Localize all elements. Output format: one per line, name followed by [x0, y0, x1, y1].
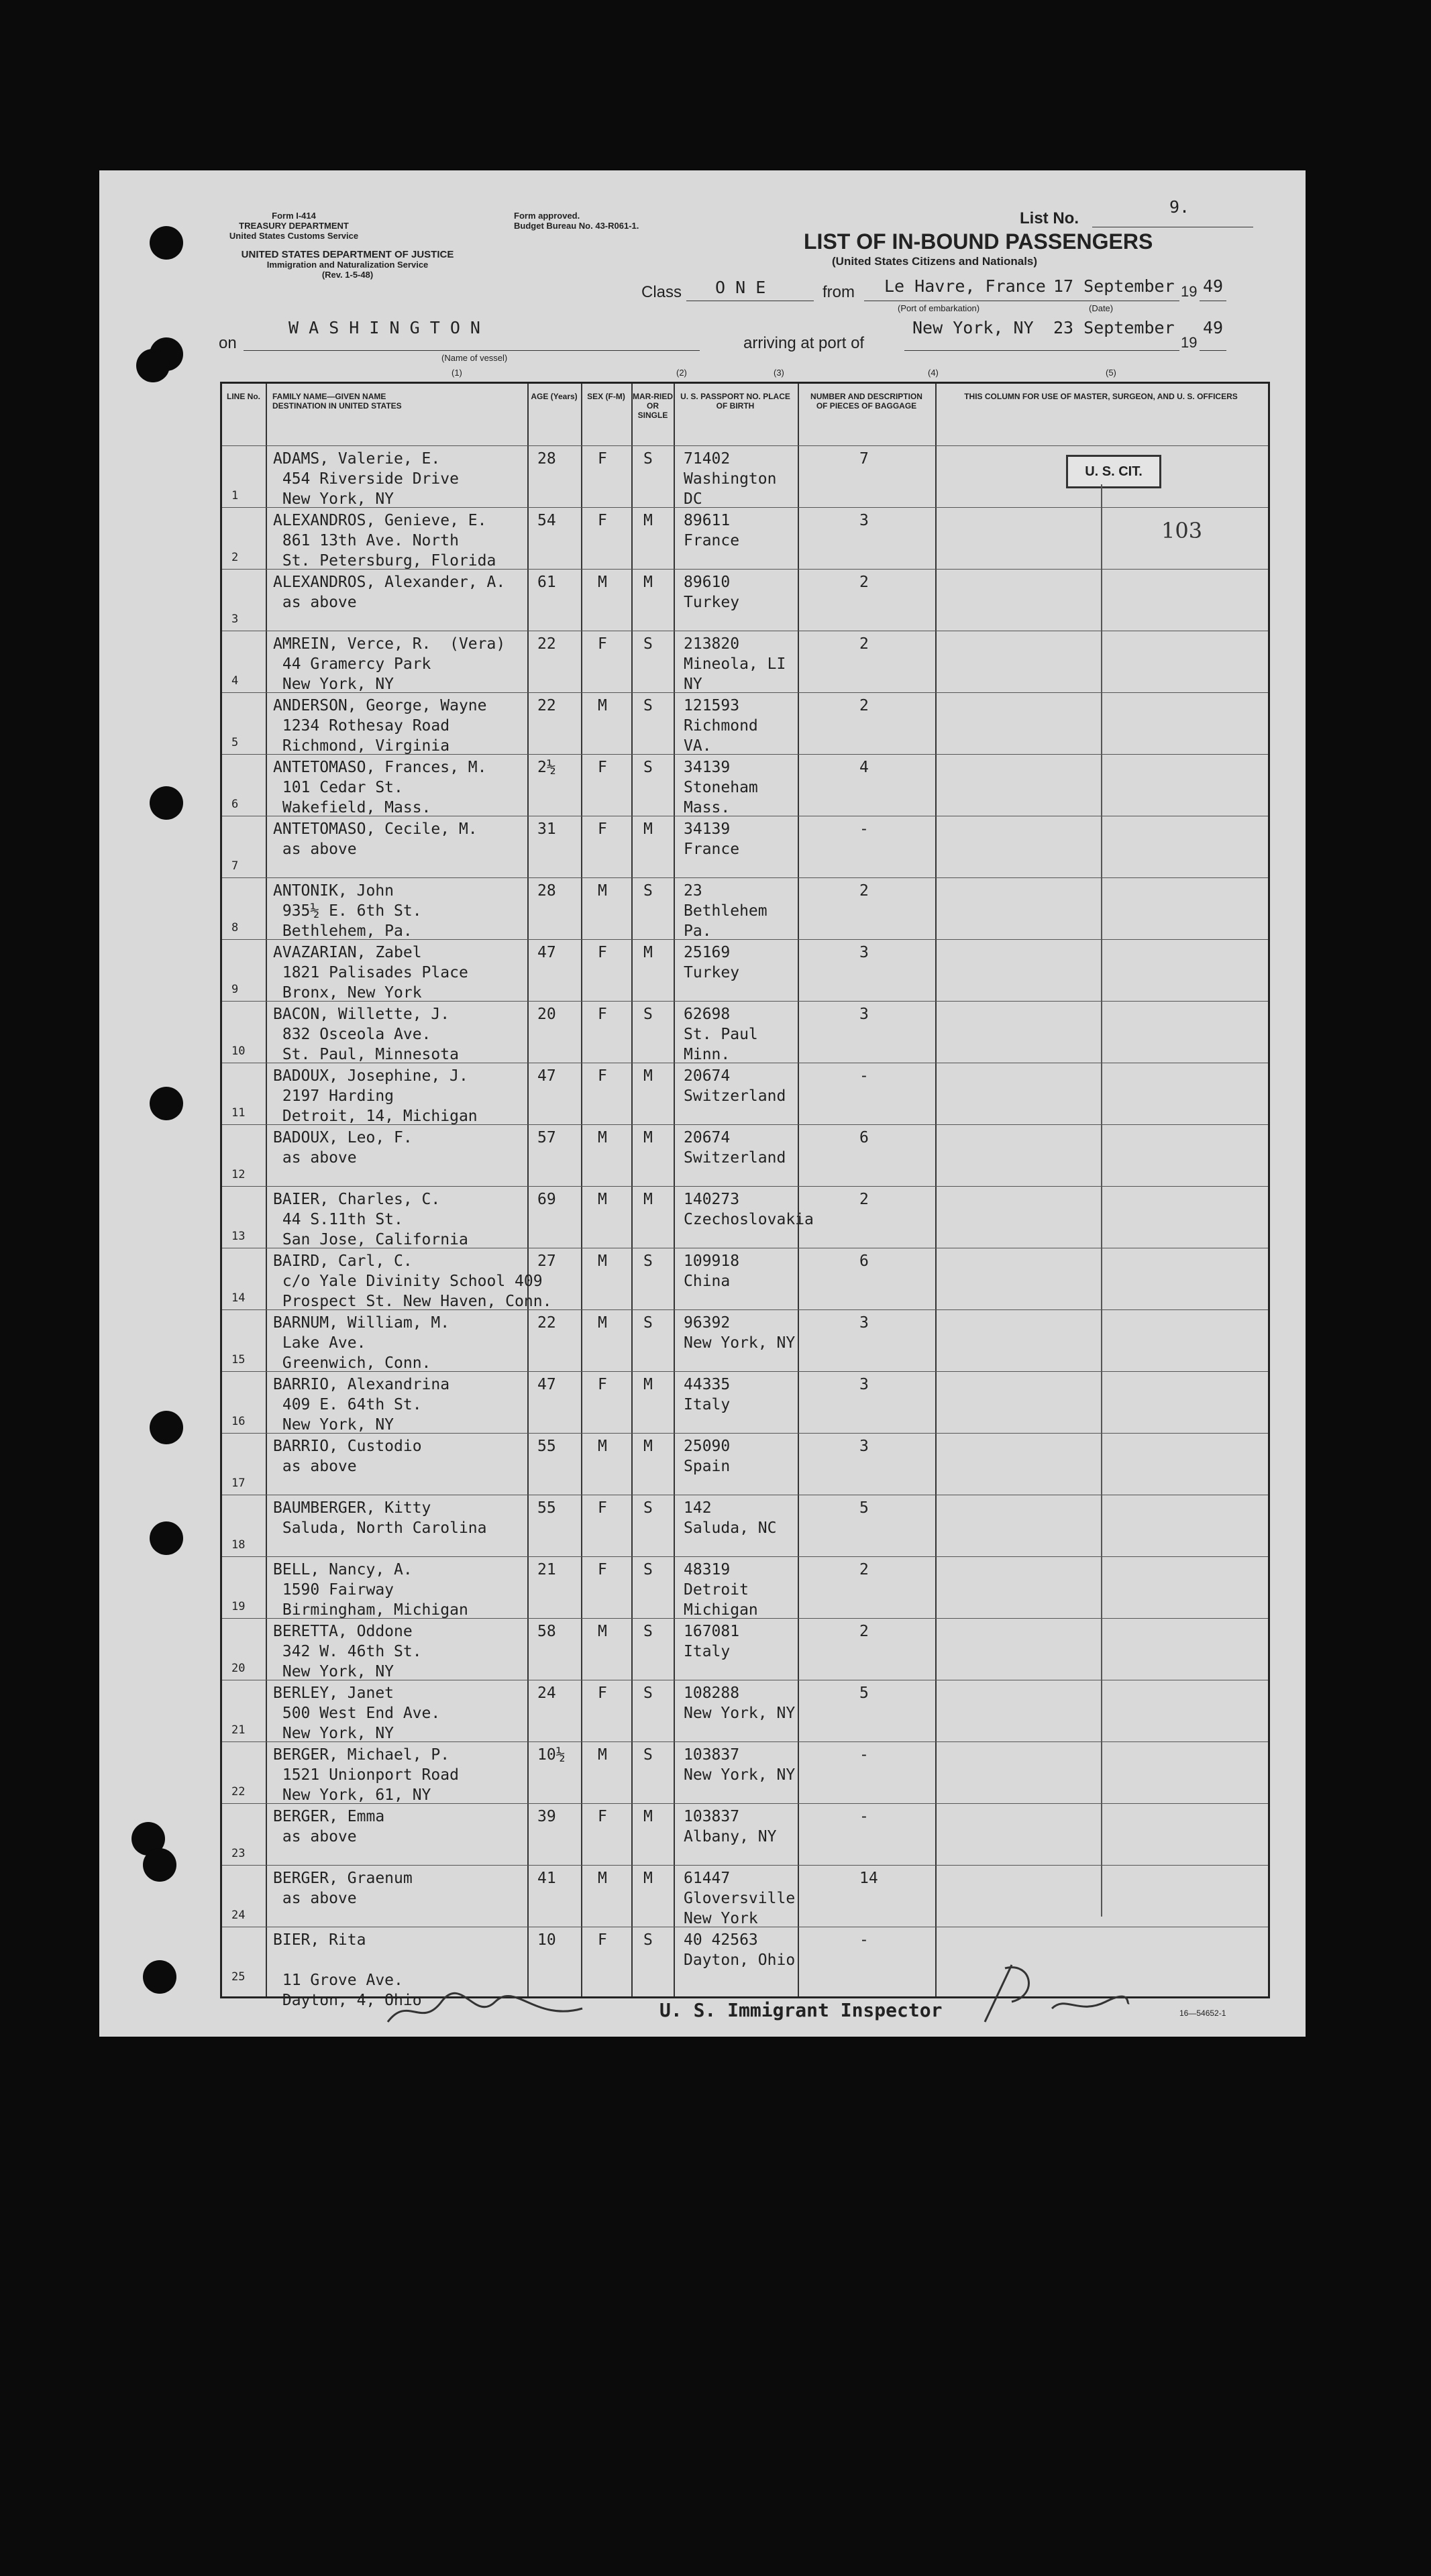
- passenger-name: AMREIN, Verce, R. (Vera) 44 Gramercy Park New York, NY: [273, 635, 506, 693]
- passenger-age: 39: [537, 1808, 556, 1825]
- passenger-marital: S: [643, 450, 653, 468]
- passenger-sex: M: [598, 697, 607, 714]
- passenger-name: BADOUX, Leo, F. as above: [273, 1129, 413, 1167]
- passenger-sex: M: [598, 1252, 607, 1270]
- passenger-age: 10: [537, 1931, 556, 1949]
- passenger-baggage: 3: [859, 1376, 869, 1393]
- passenger-name: AVAZARIAN, Zabel 1821 Palisades Place Bronx, New York: [273, 944, 468, 1002]
- line-number: 17: [231, 1477, 246, 1490]
- passenger-sex: F: [598, 1561, 607, 1578]
- table-row: [222, 1186, 1268, 1248]
- passenger-baggage: 3: [859, 1314, 869, 1332]
- table-row: [222, 1371, 1268, 1434]
- col-header-baggage: NUMBER AND DESCRIPTION OF PIECES OF BAGGAGE: [810, 392, 922, 411]
- table-row: [222, 569, 1268, 631]
- table-row: [222, 1495, 1268, 1557]
- line-number: 10: [231, 1044, 246, 1058]
- passenger-sex: M: [598, 1191, 607, 1208]
- passenger-name: BARRIO, Custodio as above: [273, 1438, 422, 1475]
- passenger-marital: S: [643, 1252, 653, 1270]
- passenger-age: 27: [537, 1252, 556, 1270]
- passenger-name: BARNUM, William, M. Lake Ave. Greenwich, Conn.: [273, 1314, 450, 1372]
- passenger-sex: F: [598, 1499, 607, 1517]
- passenger-baggage: -: [859, 820, 869, 838]
- passenger-name: BACON, Willette, J. 832 Osceola Ave. St. Paul, Minnesota: [273, 1006, 459, 1063]
- line-number: 2: [231, 551, 239, 564]
- passenger-age: 24: [537, 1684, 556, 1702]
- passenger-age: 61: [537, 574, 556, 591]
- passenger-sex: F: [598, 512, 607, 529]
- passenger-sex: M: [598, 882, 607, 900]
- table-row: [222, 1865, 1268, 1927]
- passenger-marital: S: [643, 1006, 653, 1023]
- passenger-sex: F: [598, 1067, 607, 1085]
- signature-right: [971, 1955, 1132, 2029]
- passenger-passport: 140273 Czechoslovakia: [684, 1191, 814, 1228]
- passenger-baggage: 5: [859, 1684, 869, 1702]
- passenger-marital: S: [643, 635, 653, 653]
- passenger-age: 28: [537, 450, 556, 468]
- punch-hole: [143, 1960, 176, 1994]
- passenger-marital: S: [643, 759, 653, 776]
- passenger-marital: S: [643, 1931, 653, 1949]
- passenger-baggage: -: [859, 1931, 869, 1949]
- arrival-year: 49: [1203, 318, 1224, 337]
- passenger-passport: 34139 Stoneham Mass.: [684, 759, 758, 816]
- passenger-passport: 25090 Spain: [684, 1438, 731, 1475]
- passenger-name: BADOUX, Josephine, J. 2197 Harding Detroit, 14, Michigan: [273, 1067, 478, 1125]
- passenger-name: ANTETOMASO, Frances, M. 101 Cedar St. Wakefield, Mass.: [273, 759, 487, 816]
- col-header-sex: SEX (F-M): [587, 392, 625, 401]
- passenger-passport: 108288 New York, NY: [684, 1684, 796, 1722]
- passenger-passport: 89610 Turkey: [684, 574, 740, 611]
- table-row: [222, 507, 1268, 570]
- passenger-name: ALEXANDROS, Alexander, A. as above: [273, 574, 506, 611]
- punch-hole: [150, 786, 183, 820]
- passenger-baggage: 2: [859, 635, 869, 653]
- form-title: LIST OF IN-BOUND PASSENGERS: [804, 229, 1153, 254]
- passenger-age: 47: [537, 1376, 556, 1393]
- budget-bureau: Budget Bureau No. 43-R061-1.: [514, 221, 639, 231]
- passenger-age: 10½: [537, 1746, 566, 1764]
- form-number: Form I-414: [272, 211, 316, 221]
- citizen-stamp: [1066, 455, 1161, 488]
- line-number: 9: [231, 983, 239, 996]
- line-number: 16: [231, 1415, 246, 1428]
- passenger-passport: 34139 France: [684, 820, 740, 858]
- passenger-passport: 40 42563 Dayton, Ohio: [684, 1931, 796, 1969]
- passenger-passport: 20674 Switzerland: [684, 1129, 786, 1167]
- passenger-baggage: -: [859, 1067, 869, 1085]
- passenger-baggage: 5: [859, 1499, 869, 1517]
- table-row: [222, 692, 1268, 755]
- line-number: 3: [231, 612, 239, 626]
- passenger-marital: M: [643, 1129, 653, 1146]
- passenger-passport: 25169 Turkey: [684, 944, 740, 981]
- passenger-passport: 89611 France: [684, 512, 740, 549]
- passenger-passport: 48319 Detroit Michigan: [684, 1561, 758, 1619]
- passenger-age: 47: [537, 1067, 556, 1085]
- table-row: [222, 631, 1268, 693]
- line-number: 18: [231, 1538, 246, 1552]
- passenger-baggage: 3: [859, 512, 869, 529]
- line-number: 1: [231, 489, 239, 502]
- line-number: 7: [231, 859, 239, 873]
- line-number: 4: [231, 674, 239, 688]
- line-number: 25: [231, 1970, 246, 1984]
- inspector-label: U. S. Immigrant Inspector: [659, 1999, 943, 2021]
- passenger-marital: M: [643, 1376, 653, 1393]
- passenger-sex: M: [598, 574, 607, 591]
- line-number: 11: [231, 1106, 246, 1120]
- line-number: 6: [231, 798, 239, 811]
- passenger-sex: M: [598, 1314, 607, 1332]
- form-approved: Form approved.: [514, 211, 580, 221]
- line-number: 15: [231, 1353, 246, 1366]
- passenger-marital: M: [643, 512, 653, 529]
- passenger-name: ANDERSON, George, Wayne 1234 Rothesay Road Richmond, Virginia: [273, 697, 487, 755]
- line-number: 22: [231, 1785, 246, 1799]
- table-row: [222, 1741, 1268, 1804]
- passenger-age: 41: [537, 1870, 556, 1887]
- treasury-dept: TREASURY DEPARTMENT: [239, 221, 349, 231]
- passenger-marital: S: [643, 1746, 653, 1764]
- passenger-baggage: 2: [859, 1561, 869, 1578]
- revision-date: (Rev. 1-5-48): [321, 270, 374, 280]
- embark-year: 49: [1203, 276, 1224, 296]
- passenger-marital: S: [643, 1314, 653, 1332]
- passenger-age: 22: [537, 635, 556, 653]
- passenger-marital: M: [643, 944, 653, 961]
- passenger-sex: M: [598, 1129, 607, 1146]
- line-number: 5: [231, 736, 239, 749]
- passenger-name: BAIRD, Carl, C. c/o Yale Divinity School 409 Prospect St. New Haven, Conn.: [273, 1252, 552, 1310]
- passenger-age: 22: [537, 697, 556, 714]
- passenger-passport: 96392 New York, NY: [684, 1314, 796, 1352]
- passenger-name: ANTETOMASO, Cecile, M. as above: [273, 820, 478, 858]
- on-label: on: [219, 334, 237, 352]
- table-row: [222, 877, 1268, 940]
- line-number: 21: [231, 1723, 246, 1737]
- passenger-marital: S: [643, 1561, 653, 1578]
- signature-left: [381, 1982, 596, 2035]
- passenger-marital: S: [643, 697, 653, 714]
- passenger-name: ALEXANDROS, Genieve, E. 861 13th Ave. North St. Petersburg, Florida: [273, 512, 496, 570]
- passenger-age: 2½: [537, 759, 556, 776]
- passenger-name: BERLEY, Janet 500 West End Ave. New York, NY: [273, 1684, 441, 1742]
- col-header-officers: THIS COLUMN FOR USE OF MASTER, SURGEON, AND U. S. OFFICERS: [964, 392, 1238, 401]
- table-row: [222, 1680, 1268, 1742]
- list-no-value: 9.: [1169, 197, 1190, 217]
- passenger-marital: M: [643, 574, 653, 591]
- port-embark-label: (Port of embarkation): [898, 303, 980, 313]
- punch-hole: [150, 1087, 183, 1120]
- table-row: [222, 1063, 1268, 1125]
- embark-port: Le Havre, France: [884, 276, 1046, 296]
- passenger-age: 20: [537, 1006, 556, 1023]
- passenger-sex: M: [598, 1870, 607, 1887]
- passenger-passport: 20674 Switzerland: [684, 1067, 786, 1105]
- passenger-sex: F: [598, 1376, 607, 1393]
- passenger-passport: 109918 China: [684, 1252, 740, 1290]
- col-num-5: (5): [1106, 368, 1116, 378]
- passenger-baggage: 6: [859, 1252, 869, 1270]
- ins-service: Immigration and Naturalization Service: [266, 260, 429, 270]
- passenger-marital: M: [643, 1870, 653, 1887]
- col-header-name: FAMILY NAME—GIVEN NAME DESTINATION IN UNITED STATES: [272, 392, 402, 411]
- passenger-sex: F: [598, 944, 607, 961]
- table-row: [222, 1309, 1268, 1372]
- passenger-passport: 61447 Gloversville New York: [684, 1870, 796, 1927]
- line-number: 12: [231, 1168, 246, 1181]
- passenger-passport: 121593 Richmond VA.: [684, 697, 758, 755]
- passenger-passport: 44335 Italy: [684, 1376, 731, 1413]
- passenger-sex: F: [598, 1808, 607, 1825]
- punch-hole: [150, 1411, 183, 1444]
- passenger-name: ADAMS, Valerie, E. 454 Riverside Drive New York, NY: [273, 450, 459, 508]
- passenger-passport: 142 Saluda, NC: [684, 1499, 777, 1537]
- passenger-age: 69: [537, 1191, 556, 1208]
- col-num-1: (1): [452, 368, 462, 378]
- col-header-age: AGE (Years): [531, 392, 578, 401]
- table-row: [222, 1001, 1268, 1063]
- passenger-baggage: 3: [859, 1438, 869, 1455]
- passenger-passport: 103837 Albany, NY: [684, 1808, 777, 1845]
- vessel-name: W A S H I N G T O N: [288, 318, 480, 337]
- col-header-passport: U. S. PASSPORT NO. PLACE OF BIRTH: [680, 392, 790, 411]
- stamp-number: 103: [1161, 518, 1203, 543]
- table-row: [222, 754, 1268, 816]
- passenger-age: 54: [537, 512, 556, 529]
- passenger-name: ANTONIK, John 935½ E. 6th St. Bethlehem, Pa.: [273, 882, 422, 940]
- passenger-passport: 103837 New York, NY: [684, 1746, 796, 1784]
- passenger-sex: F: [598, 759, 607, 776]
- passenger-baggage: 3: [859, 944, 869, 961]
- passenger-age: 21: [537, 1561, 556, 1578]
- passenger-name: BERGER, Graenum as above: [273, 1870, 413, 1907]
- passenger-baggage: 3: [859, 1006, 869, 1023]
- passenger-name: BAIER, Charles, C. 44 S.11th St. San Jose, California: [273, 1191, 468, 1248]
- col-num-4: (4): [928, 368, 939, 378]
- passenger-passport: 23 Bethlehem Pa.: [684, 882, 767, 940]
- passenger-baggage: 2: [859, 1191, 869, 1208]
- table-row: [222, 1248, 1268, 1310]
- year-prefix-2: 19: [1181, 334, 1198, 351]
- passenger-age: 31: [537, 820, 556, 838]
- passenger-name: BAUMBERGER, Kitty Saluda, North Carolina: [273, 1499, 487, 1537]
- passenger-marital: S: [643, 1684, 653, 1702]
- passenger-sex: M: [598, 1746, 607, 1764]
- passenger-sex: M: [598, 1623, 607, 1640]
- punch-hole: [143, 1848, 176, 1882]
- passenger-sex: F: [598, 635, 607, 653]
- form-code: 16—54652-1: [1179, 2008, 1226, 2018]
- passenger-age: 55: [537, 1438, 556, 1455]
- passenger-sex: F: [598, 820, 607, 838]
- passenger-baggage: 4: [859, 759, 869, 776]
- punch-hole: [136, 349, 170, 382]
- passenger-baggage: 2: [859, 697, 869, 714]
- passenger-baggage: -: [859, 1808, 869, 1825]
- table-row: [222, 1433, 1268, 1495]
- passenger-baggage: 6: [859, 1129, 869, 1146]
- passenger-sex: F: [598, 450, 607, 468]
- table-row: [222, 939, 1268, 1002]
- passenger-name: BIER, Rita 11 Grove Ave. Dayton, 4, Ohio: [273, 1931, 422, 2009]
- arrival-port: New York, NY: [912, 318, 1034, 337]
- line-number: 13: [231, 1230, 246, 1243]
- passenger-baggage: 14: [859, 1870, 878, 1887]
- passenger-baggage: 2: [859, 1623, 869, 1640]
- vessel-label: (Name of vessel): [441, 353, 508, 363]
- passenger-age: 28: [537, 882, 556, 900]
- line-number: 20: [231, 1662, 246, 1675]
- form-header-justice: [213, 250, 482, 280]
- line-number: 14: [231, 1291, 246, 1305]
- table-row: [222, 1618, 1268, 1680]
- passenger-passport: 167081 Italy: [684, 1623, 740, 1660]
- passenger-marital: S: [643, 1623, 653, 1640]
- list-no-label: List No.: [1020, 209, 1079, 227]
- col-num-3: (3): [774, 368, 784, 378]
- date-label: (Date): [1089, 303, 1114, 313]
- form-header-treasury: [220, 211, 368, 241]
- col-header-line: LINE No.: [227, 392, 260, 401]
- passenger-name: BARRIO, Alexandrina 409 E. 64th St. New York, NY: [273, 1376, 450, 1434]
- line-number: 23: [231, 1847, 246, 1860]
- passenger-sex: F: [598, 1006, 607, 1023]
- passenger-passport: 71402 Washington DC: [684, 450, 777, 508]
- form-subtitle: (United States Citizens and Nationals): [832, 255, 1038, 268]
- passenger-passport: 213820 Mineola, LI NY: [684, 635, 786, 693]
- stamp-text: U. S. CIT.: [1085, 464, 1143, 479]
- line-number: 8: [231, 921, 239, 934]
- embark-date: 17 September: [1053, 276, 1175, 296]
- passenger-name: BERGER, Emma as above: [273, 1808, 385, 1845]
- line-number: 19: [231, 1600, 246, 1613]
- punch-hole: [150, 1521, 183, 1555]
- passenger-sex: M: [598, 1438, 607, 1455]
- arriving-label: arriving at port of: [743, 334, 865, 352]
- class-label: Class: [641, 283, 682, 301]
- passenger-age: 47: [537, 944, 556, 961]
- passenger-baggage: 2: [859, 574, 869, 591]
- class-value: O N E: [715, 278, 766, 297]
- justice-dept: UNITED STATES DEPARTMENT OF JUSTICE: [241, 249, 454, 260]
- passenger-marital: M: [643, 820, 653, 838]
- passenger-marital: M: [643, 1191, 653, 1208]
- col-header-married: MAR-RIED OR SINGLE: [633, 392, 673, 420]
- table-row: [222, 1124, 1268, 1187]
- passenger-marital: S: [643, 882, 653, 900]
- passenger-marital: S: [643, 1499, 653, 1517]
- passenger-marital: M: [643, 1808, 653, 1825]
- table-row: [222, 1556, 1268, 1619]
- table-row: [222, 816, 1268, 878]
- passenger-marital: M: [643, 1438, 653, 1455]
- customs-service: United States Customs Service: [229, 231, 359, 241]
- punch-hole: [150, 226, 183, 260]
- passenger-age: 55: [537, 1499, 556, 1517]
- form-approval: [514, 211, 688, 231]
- year-prefix: 19: [1181, 283, 1198, 300]
- passenger-baggage: 2: [859, 882, 869, 900]
- passenger-name: BERGER, Michael, P. 1521 Unionport Road New York, 61, NY: [273, 1746, 459, 1804]
- passenger-passport: 62698 St. Paul Minn.: [684, 1006, 758, 1063]
- passenger-age: 22: [537, 1314, 556, 1332]
- passenger-sex: F: [598, 1684, 607, 1702]
- arrival-date: 23 September: [1053, 318, 1175, 337]
- passenger-age: 57: [537, 1129, 556, 1146]
- passenger-sex: F: [598, 1931, 607, 1949]
- table-row: [222, 1803, 1268, 1866]
- pencil-line: [1101, 484, 1102, 1917]
- from-label: from: [823, 283, 855, 301]
- col-num-2: (2): [676, 368, 687, 378]
- passenger-baggage: -: [859, 1746, 869, 1764]
- passenger-table: [220, 382, 1270, 2009]
- passenger-name: BERETTA, Oddone 342 W. 46th St. New York, NY: [273, 1623, 422, 1680]
- line-number: 24: [231, 1909, 246, 1922]
- passenger-baggage: 7: [859, 450, 869, 468]
- passenger-list-sheet: [99, 170, 1306, 2037]
- passenger-marital: M: [643, 1067, 653, 1085]
- passenger-age: 58: [537, 1623, 556, 1640]
- passenger-name: BELL, Nancy, A. 1590 Fairway Birmingham, Michigan: [273, 1561, 468, 1619]
